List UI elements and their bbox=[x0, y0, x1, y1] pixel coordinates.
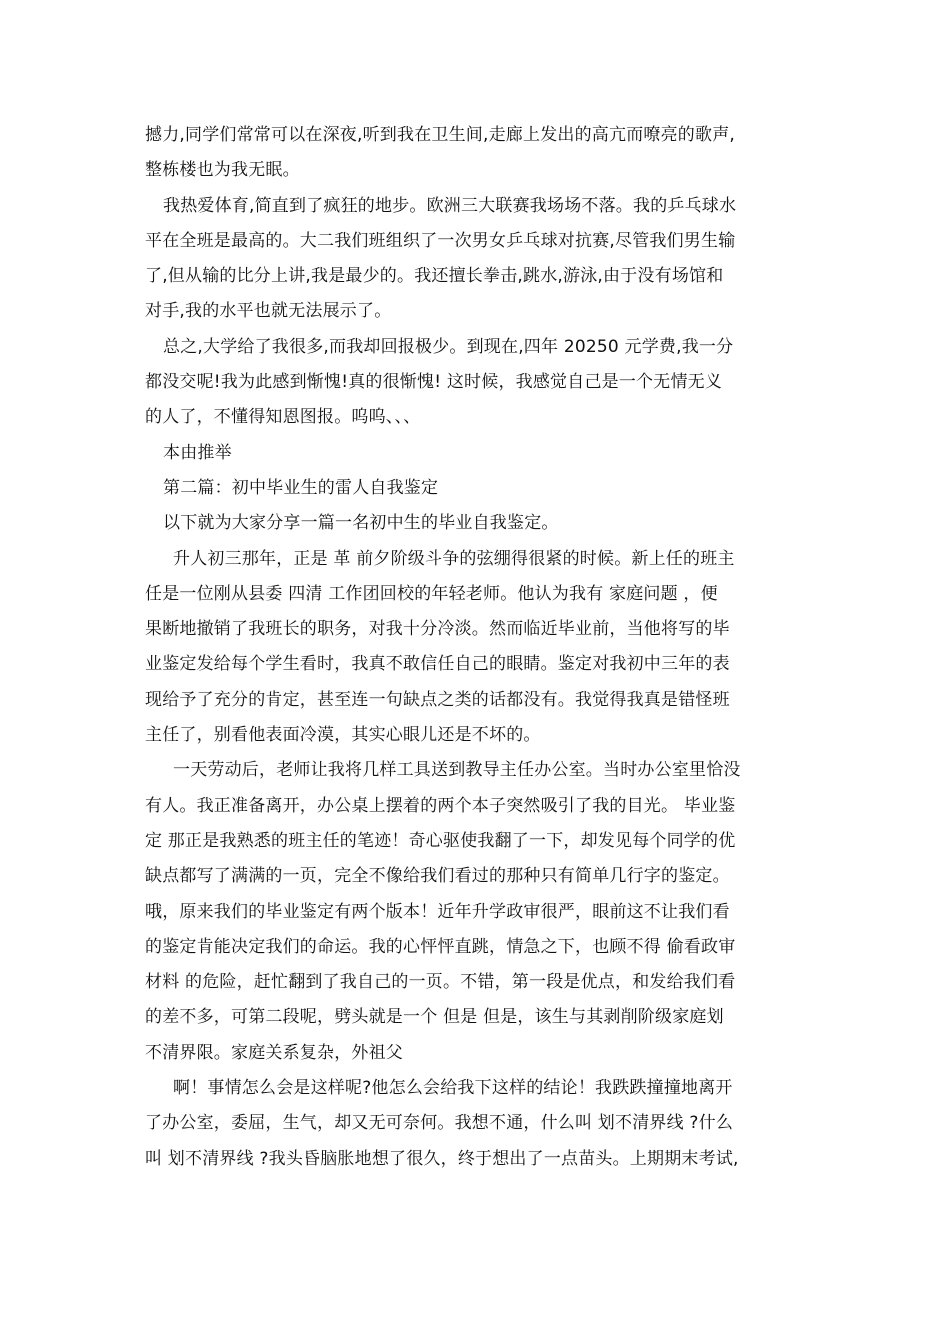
text-line-27: 不清界限。家庭关系复杂，外祖父 bbox=[145, 1042, 403, 1063]
text-line-26: 的差不多，可第二段呢，劈头就是一个 但是 但是，该生与其剥削阶级家庭划 bbox=[145, 1007, 724, 1028]
text-line-14: 任是一位刚从县委 四清 工作团回校的年轻老师。他认为我有 家庭问题 ，便 bbox=[145, 583, 718, 604]
text-line-13: 升人初三那年，正是 革 前夕阶级斗争的弦绷得很紧的时候。新上任的班主 bbox=[173, 548, 735, 569]
text-line-19: 一天劳动后，老师让我将几样工具送到教导主任办公室。当时办公室里恰没 bbox=[173, 760, 741, 781]
text-line-1: 撼力,同学们常常可以在深夜,听到我在卫生间,走廊上发出的高亢而嘹亮的歌声, bbox=[145, 125, 736, 145]
intro-line: 以下就为大家分享一篇一名初中生的毕业自我鉴定。 bbox=[163, 513, 559, 534]
text-line-3: 我热爱体育,简直到了疯狂的地步。欧洲三大联赛我场场不落。我的乒乓球水 bbox=[163, 195, 737, 216]
text-line-28: 啊！事情怎么会是这样呢?他怎么会给我下这样的结论！我跌跌撞撞地离开 bbox=[173, 1078, 733, 1099]
text-line-17: 现给予了充分的肯定，甚至连一句缺点之类的话都没有。我觉得我真是错怪班 bbox=[145, 689, 730, 710]
section-note: 本由推举 bbox=[163, 442, 232, 463]
section-title: 第二篇：初中毕业生的雷人自我鉴定 bbox=[163, 477, 439, 498]
text-line-5: 了,但从输的比分上讲,我是最少的。我还擅长拳击,跳水,游泳,由于没有场馆和 bbox=[145, 266, 724, 287]
text-line-6: 对手,我的水平也就无法展示了。 bbox=[145, 301, 392, 322]
text-line-2: 整栋楼也为我无眠。 bbox=[145, 160, 300, 181]
text-line-4: 平在全班是最高的。大二我们班组织了一次男女乒乓球对抗赛,尽管我们男生输 bbox=[145, 230, 736, 251]
text-line-30: 叫 划不清界线 ?我头昏脑胀地想了很久，终于想出了一点苗头。上期期末考试, bbox=[145, 1148, 739, 1169]
text-line-20: 有人。我正准备离开，办公桌上摆着的两个本子突然吸引了我的目光。 毕业鉴 bbox=[145, 795, 736, 816]
text-line-29: 了办公室，委屈，生气，却又无可奈何。我想不通，什么叫 划不清界线 ?什么 bbox=[145, 1113, 734, 1134]
text-line-22: 缺点都写了满满的一页，完全不像给我们看过的那种只有简单几行字的鉴定。 bbox=[145, 866, 730, 887]
text-line-15: 果断地撤销了我班长的职务，对我十分冷淡。然而临近毕业前，当他将写的毕 bbox=[145, 619, 730, 640]
text-line-21: 定 那正是我熟悉的班主任的笔迹！奇心驱使我翻了一下，却发见每个同学的优 bbox=[145, 830, 736, 851]
document-body bbox=[145, 118, 825, 1177]
text-line-18: 主任了，别看他表面冷漠，其实心眼儿还是不坏的。 bbox=[145, 725, 541, 746]
text-line-9: 的人了，不懂得知恩图报。呜呜、、、 bbox=[145, 407, 421, 428]
text-line-16: 业鉴定发给每个学生看时，我真不敢信任自己的眼睛。鉴定对我初中三年的表 bbox=[145, 654, 730, 675]
text-line-23: 哦，原来我们的毕业鉴定有两个版本！近年升学政审很严，眼前这不让我们看 bbox=[145, 901, 730, 922]
text-line-25: 材料 的危险，赶忙翻到了我自己的一页。不错，第一段是优点，和发给我们看 bbox=[145, 972, 736, 993]
text-line-8: 都没交呢!我为此感到惭愧!真的很惭愧! 这时候，我感觉自己是一个无情无义 bbox=[145, 372, 723, 393]
text-line-7: 总之,大学给了我很多,而我却回报极少。到现在,四年 20250 元学费,我一分 bbox=[163, 336, 734, 357]
text-line-24: 的鉴定肯能决定我们的命运。我的心怦怦直跳，情急之下，也顾不得 偷看政审 bbox=[145, 936, 736, 957]
